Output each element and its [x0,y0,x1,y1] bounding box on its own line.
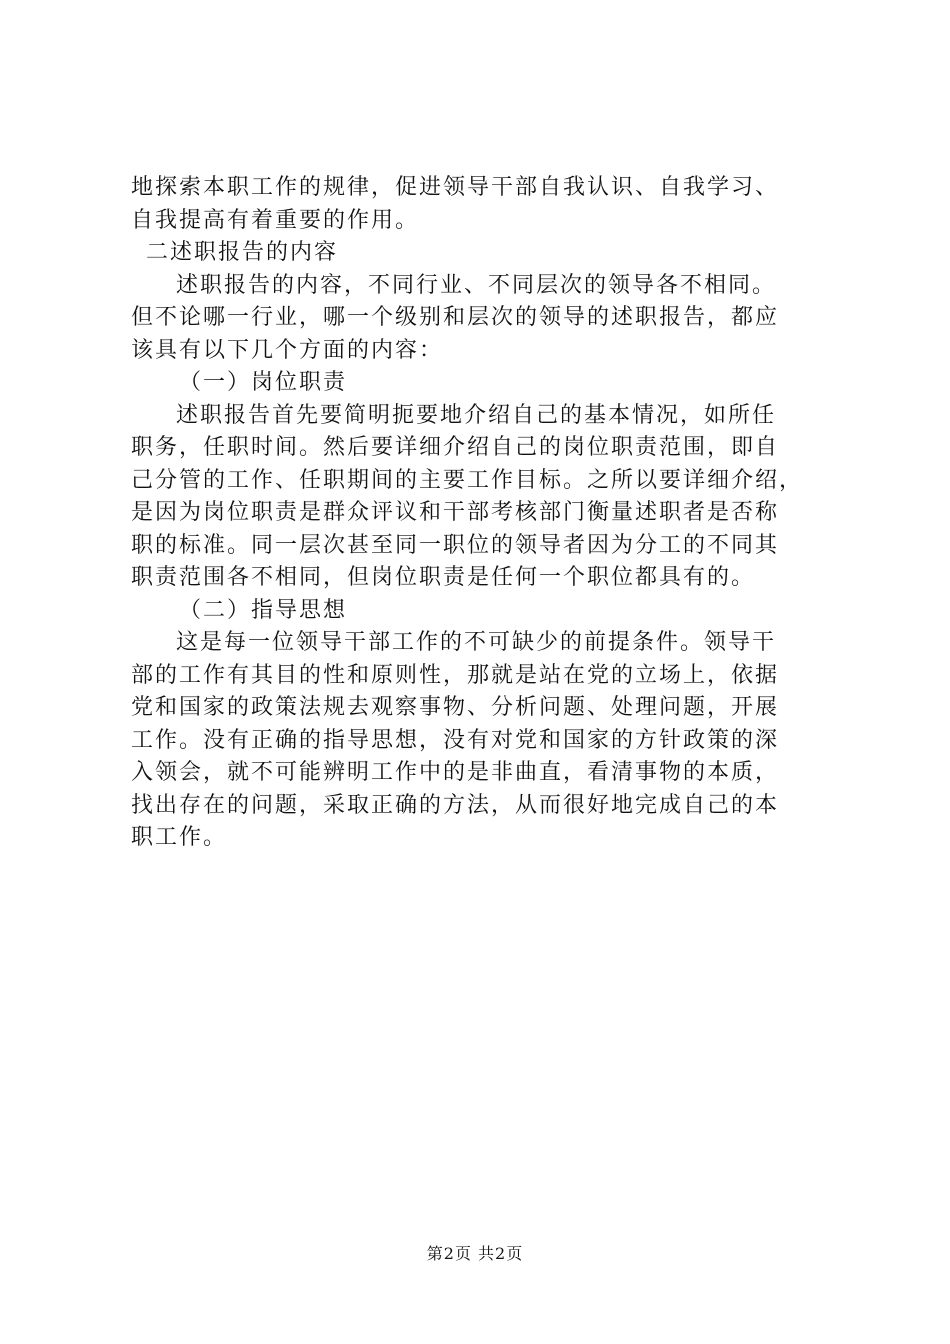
text-line: 职的标准。同一层次甚至同一职位的领导者因为分工的不同其 [131,532,780,558]
text-line: 入领会，就不可能辨明工作中的是非曲直，看清事物的本质， [131,760,780,785]
paragraph-start: 述职报告首先要简明扼要地介绍自己的基本情况，如所任 [176,402,777,428]
document-body [131,172,831,855]
subsection-heading: （二）指导思想 [179,597,348,623]
text-line: 地探索本职工作的规律，促进领导干部自我认识、自我学习、 [131,175,780,200]
text-line: 党和国家的政策法规去观察事物、分析问题、处理问题，开展 [131,695,780,720]
subsection-heading: （一）岗位职责 [179,370,348,395]
text-line: 自我提高有着重要的作用。 [131,207,420,233]
page-number-footer: 第2页 共2页 [426,1244,524,1263]
section-heading: 二述职报告的内容 [146,240,339,265]
text-line: 但不论哪一行业，哪一个级别和层次的领导的述职报告，都应 [131,305,780,330]
paragraph-start: 这是每一位领导干部工作的不可缺少的前提条件。领导干 [176,630,777,655]
text-line: 职务，任职时间。然后要详细介绍自己的岗位职责范围，即自 [131,435,780,460]
text-line: 部的工作有其目的性和原则性，那就是站在党的立场上，依据 [131,662,780,688]
text-line: 该具有以下几个方面的内容： [131,337,444,363]
text-line: 职责范围各不相同，但岗位职责是任何一个职位都具有的。 [131,565,756,590]
text-line: 工作。没有正确的指导思想，没有对党和国家的方针政策的深 [131,727,780,753]
text-line: 是因为岗位职责是群众评议和干部考核部门衡量述职者是否称 [131,500,780,525]
paragraph-start: 述职报告的内容，不同行业、不同层次的领导各不相同。 [176,272,777,298]
text-line: 己分管的工作、任职期间的主要工作目标。之所以要详细介绍， [131,467,804,493]
text-line: 职工作。 [131,825,228,850]
text-line: 找出存在的问题，采取正确的方法，从而很好地完成自己的本 [131,792,780,818]
